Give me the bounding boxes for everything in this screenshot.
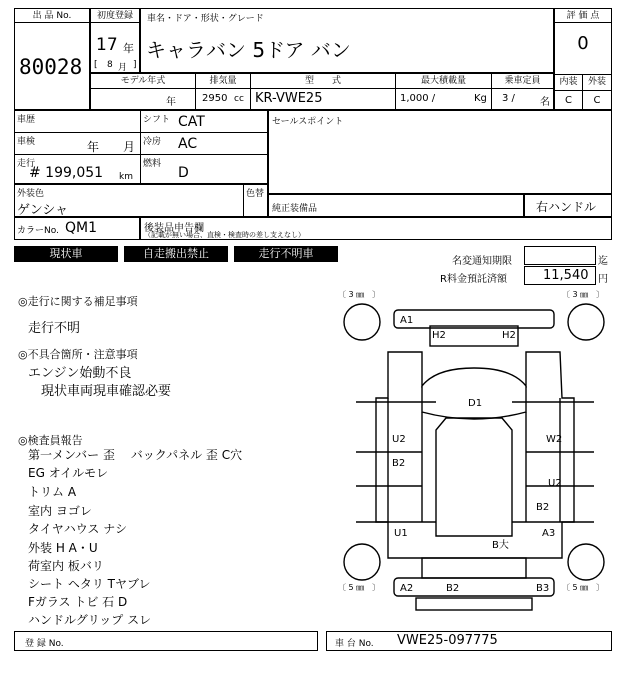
name-change-field xyxy=(524,246,596,265)
chassis-value: VWE25-097775 xyxy=(397,633,498,648)
displacement-label: 排気量 xyxy=(196,74,251,89)
badge-no-self-drive: 自走搬出禁止 xyxy=(124,246,228,262)
inspector-item-7: 荷室内 板バリ xyxy=(28,559,104,573)
mileage-unit: km xyxy=(119,172,133,182)
mark-b2-right: B2 xyxy=(536,502,550,513)
inspector-item-8: シート ヘタリ Tヤブレ xyxy=(28,577,151,591)
aftermarket-box xyxy=(140,217,612,240)
ext-color-label: 外装色 xyxy=(17,189,45,199)
recycle-value: 11,540 xyxy=(543,268,589,283)
evaluation-score: 0 xyxy=(577,33,589,54)
mark-h2-right: H2 xyxy=(502,330,516,341)
handle-value: 右ハンドル xyxy=(536,200,597,214)
recycle-unit: 円 xyxy=(598,274,608,285)
mark-u2-right: U2 xyxy=(548,478,562,489)
wheel-front-left xyxy=(344,304,380,340)
capacity-value: 3 / xyxy=(502,93,515,104)
first-reg-year-unit: 年 xyxy=(123,42,134,55)
defect-item-1: エンジン始動不良 xyxy=(28,366,132,381)
max-load-label: 最大積載量 xyxy=(396,74,492,89)
mark-a3: A3 xyxy=(542,528,556,539)
defect-item-2: 現状車両現車確認必要 xyxy=(28,384,172,399)
vehicle-info-box xyxy=(14,110,268,184)
mark-b2-rear: B2 xyxy=(446,583,460,594)
repaint-label: 色替 xyxy=(246,189,265,199)
ext-color-value: ゲンシャ xyxy=(17,203,69,218)
inspector-item-3: トリム A xyxy=(28,485,77,499)
badge-unknown-mileage: 走行不明車 xyxy=(234,246,338,262)
max-load-value: 1,000 / xyxy=(400,93,436,104)
inspection-label: 車検 xyxy=(17,137,36,147)
tire-front-left-tread: 〔 3 ㎜ 〕 xyxy=(338,290,381,299)
inspection-year: 年 xyxy=(87,140,100,154)
car-name-label: 車名・ドア・形状・グレード xyxy=(147,14,264,24)
recycle-field xyxy=(524,266,596,285)
history-label: 車歴 xyxy=(17,115,36,125)
inspector-item-9: Fガラス トビ 石 D xyxy=(28,595,128,609)
ac-value: AC xyxy=(178,136,198,152)
inspector-item-10: ハンドルグリップ スレ xyxy=(28,613,152,627)
lot-number-box xyxy=(14,8,90,110)
max-load-cell xyxy=(396,89,492,109)
chassis-number-box xyxy=(326,631,612,651)
exterior-color-box xyxy=(14,184,268,217)
interior-label: 内装 xyxy=(555,74,583,90)
mark-b3: B3 xyxy=(536,583,550,594)
wheel-rear-left xyxy=(344,544,380,580)
interior-grade: C xyxy=(555,90,583,109)
recycle-label: R料金預託済額 xyxy=(440,274,507,285)
name-change-label: 名変通知期限 xyxy=(452,256,512,267)
type-label: 型 式 xyxy=(251,74,396,89)
displacement-unit: cc xyxy=(234,94,244,104)
first-reg-label: 初度登録 xyxy=(91,9,139,23)
history-cell xyxy=(15,111,141,133)
spec-table xyxy=(90,73,554,110)
evaluation-label: 評 価 点 xyxy=(555,9,611,23)
mark-b-dai: B大 xyxy=(492,540,509,551)
model-year-label: モデル年式 xyxy=(91,74,196,89)
tire-rear-left-tread: 〔 5 ㎜ 〕 xyxy=(338,583,381,592)
capacity-unit: 名 xyxy=(540,97,550,108)
fuel-value: D xyxy=(178,165,189,181)
car-name-box xyxy=(140,8,554,73)
wheel-front-right xyxy=(568,304,604,340)
first-registration-box xyxy=(90,8,140,73)
shift-value: CAT xyxy=(178,114,205,130)
sales-point-label: セールスポイント xyxy=(272,117,344,127)
running-note-1: 走行不明 xyxy=(28,321,81,336)
exterior-label: 外装 xyxy=(583,74,611,90)
mark-h2-left: H2 xyxy=(432,330,446,341)
tire-rear-right-tread: 〔 5 ㎜ 〕 xyxy=(562,583,605,592)
capacity-label: 乗車定員 xyxy=(492,74,553,89)
mark-d1: D1 xyxy=(468,398,483,409)
shift-label: シフト xyxy=(143,115,171,125)
registration-number-box xyxy=(14,631,318,651)
inspector-item-2: EG オイルモレ xyxy=(28,466,109,480)
aftermarket-note: （記載が無い場合、直検・検査時の差し支えなし） xyxy=(144,231,305,239)
capacity-cell xyxy=(492,89,553,109)
mark-a2: A2 xyxy=(400,583,414,594)
fuel-cell xyxy=(141,155,267,183)
inspector-item-4: 室内 ヨゴレ xyxy=(28,504,92,518)
first-reg-month: 8 xyxy=(107,60,113,70)
mileage-value: # 199,051 xyxy=(29,165,104,181)
tire-front-right-tread: 〔 3 ㎜ 〕 xyxy=(562,290,605,299)
equipment-label: 純正装備品 xyxy=(272,204,318,214)
defects-title: ◎不具合箇所・注意事項 xyxy=(18,348,138,361)
name-change-suffix: 迄 xyxy=(598,256,608,267)
lot-value: 80028 xyxy=(19,55,83,79)
displacement-cell xyxy=(196,89,251,109)
inspector-title: ◎検査員報告 xyxy=(18,434,83,447)
color-no-label: カラーNo. xyxy=(17,226,59,236)
mark-u1: U1 xyxy=(394,528,408,539)
type-cell xyxy=(251,89,396,109)
windshield-outline xyxy=(436,418,512,536)
exterior-grade: C xyxy=(583,90,611,109)
displacement-value: 2950 xyxy=(202,93,228,104)
front-bumper-shape xyxy=(394,310,554,328)
evaluation-box xyxy=(554,8,612,110)
first-reg-month-close: ] xyxy=(133,60,137,70)
model-year-cell xyxy=(91,89,196,109)
shift-cell xyxy=(141,111,267,133)
wheel-rear-right xyxy=(568,544,604,580)
color-number-box xyxy=(14,217,140,240)
mark-w2: W2 xyxy=(546,434,563,445)
repaint-cell xyxy=(243,185,267,216)
inspection-month: 月 xyxy=(123,140,136,154)
fuel-label: 燃料 xyxy=(143,159,162,169)
inspector-item-6: 外装 H A・U xyxy=(28,541,98,555)
type-value: KR-VWE25 xyxy=(255,91,323,106)
ac-label: 冷房 xyxy=(143,137,162,147)
aftermarket-label: 後装品申告欄 xyxy=(144,223,204,234)
first-reg-month-unit: 月 xyxy=(118,63,128,73)
mark-u2-left: U2 xyxy=(392,434,406,445)
ac-cell xyxy=(141,133,267,155)
color-no-value: QM1 xyxy=(65,220,98,236)
inspector-item-1: 第一メンバー 歪 バックパネル 歪 C穴 xyxy=(28,448,243,462)
reg-no-label: 登 録 No. xyxy=(25,639,64,649)
inspection-cell xyxy=(15,133,141,155)
chassis-label: 車 台 No. xyxy=(335,639,374,649)
max-load-unit: Kg xyxy=(474,93,487,104)
first-reg-month-open: [ xyxy=(94,60,98,70)
lot-label: 出 品 No. xyxy=(15,9,89,23)
damage-diagram xyxy=(336,286,616,620)
badge-as-is-vehicle: 現状車 xyxy=(14,246,118,262)
running-notes-title: ◎走行に関する補足事項 xyxy=(18,295,138,308)
rear-bumper-shape xyxy=(394,578,554,596)
rear-panel-shape xyxy=(422,558,526,578)
mileage-label: 走行 xyxy=(17,159,36,169)
model-year-unit: 年 xyxy=(166,97,176,108)
handle-box xyxy=(524,194,612,217)
first-reg-year: 17 xyxy=(96,35,118,55)
mark-b2-left: B2 xyxy=(392,458,406,469)
sales-point-box xyxy=(268,110,612,194)
inspector-item-5: タイヤハウス ナシ xyxy=(28,522,127,536)
car-name-value: キャラバン 5ドア バン xyxy=(146,38,351,62)
mileage-cell xyxy=(15,155,141,183)
mark-a1: A1 xyxy=(400,315,414,326)
equipment-box xyxy=(268,194,524,217)
